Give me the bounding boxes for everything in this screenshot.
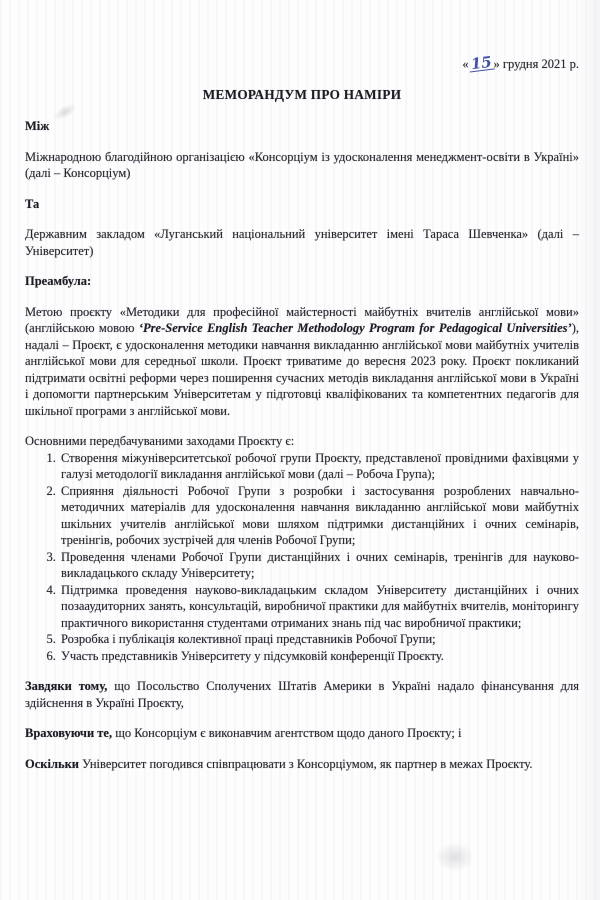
english-program-title: ‘Pre-Service English Teacher Methodology Program for Pedagogical Universities’ bbox=[138, 321, 572, 335]
activity-item-3: 3. Проведення членами Робочої Групи дистанційних і очних семінарів, тренінгів для науково-викладацького складу Університету; bbox=[59, 549, 579, 582]
purpose-text-start: Метою проєкту «Методики для професійної майстерності майбутніх вчителів англійської мови» (англійською мовою bbox=[25, 304, 579, 335]
party-university: Державним закладом «Луганський національний університет імені Тараса Шевченка» (далі – Університет) bbox=[25, 227, 579, 258]
whereas-partner-lead: Оскільки bbox=[25, 756, 79, 771]
whereas-funding bbox=[25, 678, 579, 711]
whereas-agency-lead: Враховуючи те, bbox=[25, 726, 113, 740]
between-label: Між bbox=[25, 119, 50, 133]
purpose-paragraph bbox=[25, 304, 579, 420]
whereas-funding-lead: Завдяки тому, bbox=[25, 679, 108, 693]
date-month-year: » грудня 2021 р. bbox=[493, 57, 579, 71]
activities-list bbox=[25, 450, 579, 665]
document-content bbox=[25, 52, 580, 772]
date-open-quote: « bbox=[462, 57, 469, 71]
handwritten-day: 15 bbox=[469, 52, 493, 74]
activities-intro: Основними передбачуваними заходами Проєкту є: bbox=[25, 434, 295, 448]
memo-date bbox=[25, 52, 579, 74]
party-consortium: Міжнародною благодійною організацією «Консорціум із удосконалення менеджмент-освіти в Україні» (далі – Консорціум) bbox=[25, 149, 579, 180]
whereas-agency bbox=[25, 725, 579, 742]
and-label: Та bbox=[25, 196, 40, 211]
whereas-partner bbox=[25, 756, 579, 773]
activity-item-5: 5. Розробка і публікація колективної праці представників Робочої Групи; bbox=[59, 631, 579, 648]
activity-item-2: 2. Сприяння діяльності Робочої Групи з розробки і застосування розроблених навчально-методичних матеріалів для удосконалення навчання викладанню англійської мови майбутніх шкільних учителів англійської мови шляхом підтримки дистанційних і очних семінарів, тренінгів, робочих зустрічей для членів Робочої Групи; bbox=[59, 483, 579, 549]
activity-item-6: 6. Участь представників Університету у підсумковій конференції Проєкту. bbox=[59, 648, 579, 665]
whereas-partner-text: Університет погодився співпрацювати з Консорціумом, як партнер в межах Проєкту. bbox=[78, 756, 533, 771]
activity-item-1: 1. Створення міжуніверситетської робочої групи Проєкту, представленої провідними фахівцями у галузі методології викладання англійської мови (далі – Робоча Група); bbox=[59, 450, 579, 483]
whereas-funding-text: що Посольство Сполучених Штатів Америки в Україні надало фінансування для здійснення в Україні Проєкту, bbox=[25, 679, 579, 710]
preamble-heading: Преамбула: bbox=[25, 274, 92, 288]
scan-smudge bbox=[435, 842, 475, 872]
memo-title: МЕМОРАНДУМ ПРО НАМІРИ bbox=[202, 86, 402, 102]
activity-item-4: 4. Підтримка проведення науково-викладацьким складом Університету дистанційних і очних позааудиторних занять, консультацій, виробничої практики для майбутніх вчителів, моніторингу практичного використання студентами отриманих знань під час виробничої практики; bbox=[59, 582, 579, 632]
purpose-text-end: ), надалі – Проєкт, є удосконалення методики навчання викладанню англійської мови майбутніх учителів англійської мови для середньої школи. Проєкт триватиме до вересня 2023 року. Проєкт покликаний підтримати освітні реформи через поширення сучасних методів викладання англійської мови в Україні і допомогти партнерським Університетам у підготовці кваліфікованих та компетентних педагогів для шкільної програми з англійської мови. bbox=[25, 321, 580, 418]
whereas-agency-text: що Консорціум є виконавчим агентством щодо даного Проєкту; і bbox=[112, 726, 462, 740]
